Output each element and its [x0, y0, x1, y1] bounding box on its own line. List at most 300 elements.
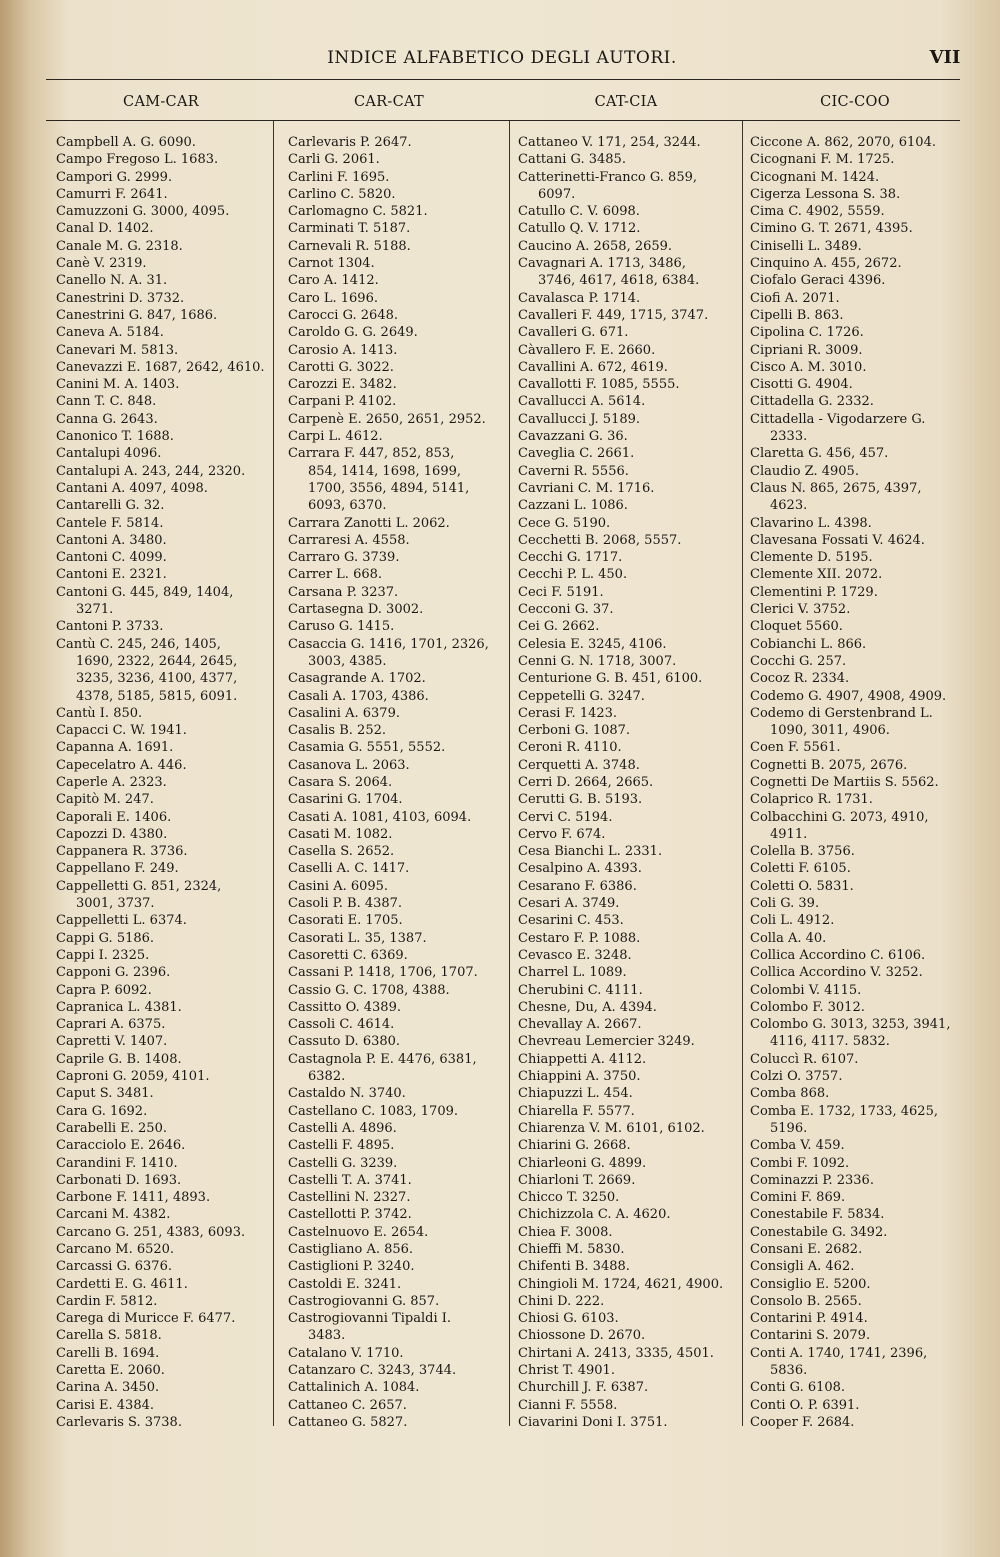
index-entry: Comba V. 459. [750, 1138, 845, 1154]
running-head [0, 48, 1000, 74]
index-entry: Ciavarini Doni I. 3751. [518, 1414, 668, 1430]
index-entry: Cappelletti G. 851, 2324, [56, 878, 222, 894]
index-entry: Cerquetti A. 3748. [518, 757, 640, 773]
index-entry: Castrogiovanni G. 857. [288, 1293, 440, 1309]
index-entry: Cesarano F. 6386. [518, 878, 637, 894]
index-entry: Colombi V. 4115. [750, 982, 862, 998]
index-entry: Conti G. 6108. [750, 1380, 846, 1396]
index-entry: Carnot 1304. [288, 256, 375, 272]
index-entry: Carli G. 2061. [288, 152, 380, 168]
index-entry: Canestrini G. 847, 1686. [56, 307, 218, 323]
index-entry: Cocoz R. 2334. [750, 671, 850, 687]
index-entry: Cardin F. 5812. [56, 1293, 158, 1309]
index-entry: Cassani P. 1418, 1706, 1707. [288, 965, 478, 981]
index-entry: Casanova L. 2063. [288, 757, 410, 773]
column-divider [273, 121, 274, 1426]
index-entry: Cecchi P. L. 450. [518, 567, 628, 583]
index-entry: Carpenè E. 2650, 2651, 2952. [288, 411, 486, 427]
index-entry: Cassoli C. 4614. [288, 1017, 395, 1033]
index-entry: Cartasegna D. 3002. [288, 602, 424, 618]
index-entry: Cecconi G. 37. [518, 602, 614, 618]
index-entry: Cerasi F. 1423. [518, 705, 618, 721]
index-entry: Cipriani R. 3009. [750, 342, 863, 358]
index-entry: Cocchi G. 257. [750, 653, 847, 669]
index-entry: Cavallucci J. 5189. [518, 411, 641, 427]
index-entry: Cima C. 4902, 5559. [750, 204, 885, 220]
index-entry: Colzi O. 3757. [750, 1069, 843, 1085]
index-entry: Caroldo G. G. 2649. [288, 325, 418, 341]
index-entry: Cittadella G. 2332. [750, 394, 874, 410]
index-entry: Casamia G. 5551, 5552. [288, 740, 446, 756]
index-entry: Casella S. 2652. [288, 844, 395, 860]
index-entry: 2333. [770, 429, 808, 445]
index-entry: Carlini F. 1695. [288, 169, 390, 185]
index-entry: Capponi G. 2396. [56, 965, 171, 981]
index-entry: Chiossone D. 2670. [518, 1328, 646, 1344]
index-entry: Cavagnari A. 1713, 3486, [518, 256, 686, 272]
index-entry: Cappelletti L. 6374. [56, 913, 187, 929]
index-entry: Castelnuovo E. 2654. [288, 1224, 429, 1240]
index-entry: Ciccone A. 862, 2070, 6104. [750, 135, 936, 150]
page-number: VII [929, 47, 961, 68]
index-entry: Chirtani A. 2413, 3335, 4501. [518, 1345, 714, 1361]
index-entry: Ciofi A. 2071. [750, 290, 840, 306]
index-entry: Cisco A. M. 3010. [750, 359, 867, 375]
index-entry: Caro L. 1696. [288, 290, 378, 306]
index-entry: Cantalupi 4096. [56, 446, 162, 462]
index-entry: Cittadella - Vigodarzere G. [750, 411, 926, 427]
index-entry: Colaprico R. 1731. [750, 792, 873, 808]
index-entry: Cattani G. 3485. [518, 152, 626, 168]
index-entry: Comba 868. [750, 1086, 830, 1102]
column-head-4: CIC-COO [820, 94, 890, 110]
index-entry: Carcani M. 4382. [56, 1207, 171, 1223]
index-entry: Carcano G. 251, 4383, 6093. [56, 1224, 246, 1240]
index-entry: Carisi E. 4384. [56, 1397, 155, 1413]
index-entry: Casarini G. 1704. [288, 792, 403, 808]
index-entry: Comini F. 869. [750, 1190, 846, 1206]
index-entry: 6382. [308, 1069, 346, 1085]
index-entry: Consiglio E. 5200. [750, 1276, 871, 1292]
index-entry: Cantalupi A. 243, 244, 2320. [56, 463, 246, 479]
index-entry: Carlino C. 5820. [288, 186, 396, 202]
index-entry: Cantoni A. 3480. [56, 532, 167, 548]
index-entry: Carabelli E. 250. [56, 1120, 167, 1136]
index-entry: Cantoni C. 4099. [56, 550, 167, 566]
index-entry: Catalano V. 1710. [288, 1345, 404, 1361]
index-entry: 6093, 6370. [308, 498, 387, 514]
index-entry: Cei G. 2662. [518, 619, 600, 635]
index-entry: Cattaneo V. 171, 254, 3244. [518, 135, 701, 150]
index-entry: Casorati E. 1705. [288, 913, 403, 929]
index-entry: Cavallini A. 672, 4619. [518, 359, 668, 375]
index-entry: Capacci C. W. 1941. [56, 723, 187, 739]
index-entry: Campo Fregoso L. 1683. [56, 152, 219, 168]
index-entry: Chiarenza V. M. 6101, 6102. [518, 1120, 705, 1136]
index-entry: Cianni F. 5558. [518, 1397, 618, 1413]
index-column-1 [56, 134, 270, 1434]
index-entry: Cantoni P. 3733. [56, 619, 164, 635]
index-entry: Casoli P. B. 4387. [288, 896, 403, 912]
column-head-rule [46, 120, 960, 121]
index-entry: Canale M. G. 2318. [56, 238, 183, 254]
index-entry: Cesari A. 3749. [518, 896, 620, 912]
index-entry: Collica Accordino V. 3252. [750, 965, 923, 981]
index-entry: Cantù C. 245, 246, 1405, [56, 636, 221, 652]
index-entry: Carelli B. 1694. [56, 1345, 160, 1361]
index-entry: Casara S. 2064. [288, 774, 393, 790]
index-entry: Camurri F. 2641. [56, 186, 168, 202]
index-entry: Coletti F. 6105. [750, 861, 851, 877]
index-entry: Clemente XII. 2072. [750, 567, 883, 583]
index-entry: Cervo F. 674. [518, 826, 606, 842]
index-entry: Cavalleri G. 671. [518, 325, 629, 341]
column-divider [509, 121, 510, 1426]
index-entry: Carega di Muricce F. 6477. [56, 1311, 236, 1327]
index-entry: Cantani A. 4097, 4098. [56, 480, 208, 496]
index-entry: Capecelatro A. 446. [56, 757, 187, 773]
index-entry: Cappellano F. 249. [56, 861, 179, 877]
index-entry: Carbonati D. 1693. [56, 1172, 182, 1188]
index-entry: 4116, 4117. 5832. [770, 1034, 890, 1050]
index-entry: Castellini N. 2327. [288, 1190, 411, 1206]
index-entry: Caneva A. 5184. [56, 325, 164, 341]
index-column-4 [750, 134, 964, 1434]
index-entry: Chifenti B. 3488. [518, 1259, 630, 1275]
index-entry: Centurione G. B. 451, 6100. [518, 671, 703, 687]
index-entry: Casaccia G. 1416, 1701, 2326, [288, 636, 489, 652]
index-entry: Chini D. 222. [518, 1293, 605, 1309]
index-entry: Chiarini G. 2668. [518, 1138, 631, 1154]
index-entry: Cattalinich A. 1084. [288, 1380, 420, 1396]
index-entry: 854, 1414, 1698, 1699, [308, 463, 461, 479]
index-entry: Cantarelli G. 32. [56, 498, 165, 514]
index-entry: Castelli A. 4896. [288, 1120, 397, 1136]
index-entry: Caverni R. 5556. [518, 463, 629, 479]
index-entry: Catullo C. V. 6098. [518, 204, 640, 220]
index-entry: Conti A. 1740, 1741, 2396, [750, 1345, 928, 1361]
index-entry: Casoretti C. 6369. [288, 947, 408, 963]
index-entry: Cenni G. N. 1718, 3007. [518, 653, 677, 669]
index-entry: Canè V. 2319. [56, 256, 147, 272]
index-entry: Coen F. 5561. [750, 740, 841, 756]
index-entry: Carosio A. 1413. [288, 342, 398, 358]
index-entry: Caprile G. B. 1408. [56, 1051, 182, 1067]
index-entry: Cicognani F. M. 1725. [750, 152, 895, 168]
index-entry: Capretti V. 1407. [56, 1034, 168, 1050]
index-entry: Cantoni G. 445, 849, 1404, [56, 584, 234, 600]
index-entry: Colbacchini G. 2073, 4910, [750, 809, 929, 825]
index-entry: Chiappetti A. 4112. [518, 1051, 647, 1067]
index-entry: Cipelli B. 863. [750, 307, 844, 323]
index-entry: Cantele F. 5814. [56, 515, 164, 531]
index-entry: Catterinetti-Franco G. 859, [518, 169, 698, 185]
index-entry: Conestabile F. 5834. [750, 1207, 885, 1223]
index-entry: Ceci F. 5191. [518, 584, 604, 600]
index-entry: 5836. [770, 1363, 808, 1379]
index-entry: Càvallero F. E. 2660. [518, 342, 656, 358]
index-entry: Carrara Zanotti L. 2062. [288, 515, 450, 531]
index-entry: Canestrini D. 3732. [56, 290, 185, 306]
column-head-1: CAM-CAR [123, 94, 199, 110]
index-entry: Cigerza Lessona S. 38. [750, 186, 901, 202]
index-entry: Capra P. 6092. [56, 982, 152, 998]
index-entry: Castagnola P. E. 4476, 6381, [288, 1051, 477, 1067]
index-entry: Cherubini C. 4111. [518, 982, 643, 998]
index-entry: Contarini S. 2079. [750, 1328, 871, 1344]
index-entry: Casini A. 6095. [288, 878, 389, 894]
index-entry: Cognetti B. 2075, 2676. [750, 757, 908, 773]
index-entry: Combi F. 1092. [750, 1155, 850, 1171]
index-entry: Chiosi G. 6103. [518, 1311, 619, 1327]
index-entry: Carnevali R. 5188. [288, 238, 411, 254]
index-entry: Cavriani C. M. 1716. [518, 480, 655, 496]
index-entry: Consani E. 2682. [750, 1242, 863, 1257]
index-entry: 1090, 3011, 4906. [770, 723, 890, 739]
index-entry: Clementini P. 1729. [750, 584, 878, 600]
index-entry: Cara G. 1692. [56, 1103, 148, 1119]
index-entry: 1700, 3556, 4894, 5141, [308, 480, 470, 496]
index-entry: Colombo G. 3013, 3253, 3941, [750, 1017, 951, 1033]
index-entry: Cassuto D. 6380. [288, 1034, 401, 1050]
index-entry: Castiglioni P. 3240. [288, 1259, 415, 1275]
index-entry: 1690, 2322, 2644, 2645, [76, 653, 238, 669]
index-entry: Chevreau Lemercier 3249. [518, 1034, 695, 1050]
index-entry: Carozzi E. 3482. [288, 377, 397, 393]
index-entry: 3235, 3236, 4100, 4377, [76, 671, 238, 687]
index-entry: Caporali E. 1406. [56, 809, 172, 825]
index-entry: Casati M. 1082. [288, 826, 393, 842]
index-entry: Caucino A. 2658, 2659. [518, 238, 673, 254]
index-entry: Capitò M. 247. [56, 792, 154, 808]
index-entry: Cecchi G. 1717. [518, 550, 623, 566]
column-head-2: CAR-CAT [354, 94, 424, 110]
index-entry: Colombo F. 3012. [750, 999, 865, 1015]
index-entry: Casorati L. 35, 1387. [288, 930, 427, 946]
index-entry: Cervi C. 5194. [518, 809, 613, 825]
index-entry: Contarini P. 4914. [750, 1311, 868, 1327]
index-entry: Claretta G. 456, 457. [750, 446, 889, 462]
index-entry: 3003, 4385. [308, 653, 387, 669]
index-entry: Chesne, Du, A. 4394. [518, 999, 657, 1015]
index-entry: Castelli G. 3239. [288, 1155, 398, 1171]
index-entry: Cattaneo G. 5827. [288, 1414, 408, 1430]
index-entry: 4623. [770, 498, 808, 514]
index-entry: Carminati T. 5187. [288, 221, 411, 237]
index-entry: 3271. [76, 602, 114, 618]
index-entry: Clavesana Fossati V. 4624. [750, 532, 925, 548]
index-entry: Castelli T. A. 3741. [288, 1172, 412, 1188]
index-entry: Carlevaris S. 3738. [56, 1414, 182, 1430]
index-entry: Ciniselli L. 3489. [750, 238, 862, 254]
index-entry: Cattaneo C. 2657. [288, 1397, 407, 1413]
index-column-3 [518, 134, 740, 1434]
index-entry: Charrel L. 1089. [518, 965, 627, 981]
index-entry: Castoldi E. 3241. [288, 1276, 402, 1292]
index-entry: Capranica L. 4381. [56, 999, 182, 1015]
index-entry: Cappanera R. 3736. [56, 844, 188, 860]
index-entry: Clemente D. 5195. [750, 550, 873, 566]
index-entry: Coluccì R. 6107. [750, 1051, 859, 1067]
index-entry: Canal D. 1402. [56, 221, 154, 237]
index-entry: Castrogiovanni Tipaldi I. [288, 1311, 452, 1327]
index-entry: Caretta E. 2060. [56, 1363, 165, 1379]
index-entry: 3746, 4617, 4618, 6384. [538, 273, 700, 289]
index-entry: Carlevaris P. 2647. [288, 135, 412, 150]
index-entry: Cesa Bianchi L. 2331. [518, 844, 663, 860]
index-entry: Catanzaro C. 3243, 3744. [288, 1363, 457, 1379]
index-entry: Cardetti E. G. 4611. [56, 1276, 188, 1292]
index-entry: Cerri D. 2664, 2665. [518, 774, 654, 790]
index-entry: Canevari M. 5813. [56, 342, 179, 358]
index-entry: Carcassi G. 6376. [56, 1259, 172, 1275]
index-entry: Cappi G. 5186. [56, 930, 155, 946]
index-entry: Cipolina C. 1726. [750, 325, 864, 341]
index-entry: Cesalpino A. 4393. [518, 861, 642, 877]
index-entry: Clerici V. 3752. [750, 602, 851, 618]
index-entry: Cazzani L. 1086. [518, 498, 628, 514]
index-entry: 6097. [538, 186, 576, 202]
index-entry: Carotti G. 3022. [288, 359, 394, 375]
index-entry: Caput S. 3481. [56, 1086, 154, 1102]
index-entry: Carrara F. 447, 852, 853, [288, 446, 455, 462]
index-entry: 3483. [308, 1328, 346, 1344]
index-entry: Caracciolo E. 2646. [56, 1138, 186, 1154]
index-entry: Ceroni R. 4110. [518, 740, 622, 756]
index-entry: Campori G. 2999. [56, 169, 173, 185]
index-entry: Cicognani M. 1424. [750, 169, 880, 185]
index-entry: Caproni G. 2059, 4101. [56, 1069, 210, 1085]
index-entry: Cominazzi P. 2336. [750, 1172, 874, 1188]
index-entry: Cooper F. 2684. [750, 1414, 855, 1430]
page-title: INDICE ALFABETICO DEGLI AUTORI. [327, 48, 677, 68]
index-entry: Conestabile G. 3492. [750, 1224, 888, 1240]
index-entry: Casalis B. 252. [288, 723, 387, 739]
index-entry: Cavalasca P. 1714. [518, 290, 641, 306]
index-entry: Chicco T. 3250. [518, 1190, 620, 1206]
index-entry: Carsana P. 3237. [288, 584, 399, 600]
index-entry: Chiarleoni G. 4899. [518, 1155, 647, 1171]
index-entry: Chevallay A. 2667. [518, 1017, 642, 1033]
column-head-3: CAT-CIA [594, 94, 658, 110]
index-entry: Cevasco E. 3248. [518, 947, 632, 963]
index-entry: Cinquino A. 455, 2672. [750, 256, 902, 272]
index-entry: Cassio G. C. 1708, 4388. [288, 982, 450, 998]
index-entry: Carraresi A. 4558. [288, 532, 410, 548]
header-rule [46, 79, 960, 80]
index-entry: Coli G. 39. [750, 896, 820, 912]
index-entry: Carraro G. 3739. [288, 550, 400, 566]
index-entry: Clavarino L. 4398. [750, 515, 872, 531]
index-entry: Castellano C. 1083, 1709. [288, 1103, 458, 1119]
index-entry: Carpani P. 4102. [288, 394, 397, 410]
index-entry: Cece G. 5190. [518, 515, 611, 531]
index-entry: Canevazzi E. 1687, 2642, 4610. [56, 359, 265, 375]
index-entry: Cantù I. 850. [56, 705, 143, 721]
index-entry: Carcano M. 6520. [56, 1242, 175, 1257]
index-entry: Cavallotti F. 1085, 5555. [518, 377, 680, 393]
index-column-2 [288, 134, 506, 1434]
index-entry: Claudio Z. 4905. [750, 463, 859, 479]
index-entry: Carrer L. 668. [288, 567, 383, 583]
index-entry: Canello N. A. 31. [56, 273, 168, 289]
index-entry: Codemo G. 4907, 4908, 4909. [750, 688, 947, 704]
index-entry: Chiarloni T. 2669. [518, 1172, 636, 1188]
index-entry: Canna G. 2643. [56, 411, 158, 427]
index-entry: Conti O. P. 6391. [750, 1397, 860, 1413]
index-entry: Chiea F. 3008. [518, 1224, 613, 1240]
index-entry: Capanna A. 1691. [56, 740, 174, 756]
index-entry: Cassitto O. 4389. [288, 999, 401, 1015]
index-entry: Campbell A. G. 6090. [56, 135, 196, 150]
index-entry: Capozzi D. 4380. [56, 826, 168, 842]
index-entry: Cimino G. T. 2671, 4395. [750, 221, 913, 237]
index-entry: Caperle A. 2323. [56, 774, 167, 790]
index-entry: Catullo Q. V. 1712. [518, 221, 641, 237]
index-entry: Cobianchi L. 866. [750, 636, 867, 652]
index-entry: Castelli F. 4895. [288, 1138, 395, 1154]
index-entry: Cantoni E. 2321. [56, 567, 167, 583]
index-entry: Colella B. 3756. [750, 844, 855, 860]
index-entry: Comba E. 1732, 1733, 4625, [750, 1103, 938, 1119]
index-entry: Carbone F. 1411, 4893. [56, 1190, 211, 1206]
index-entry: Caruso G. 1415. [288, 619, 395, 635]
index-entry: 5196. [770, 1120, 808, 1136]
index-entry: Casalini A. 6379. [288, 705, 400, 721]
index-entry: Collica Accordino C. 6106. [750, 947, 926, 963]
index-entry: Chiapuzzi L. 454. [518, 1086, 633, 1102]
index-entry: Cerutti G. B. 5193. [518, 792, 643, 808]
index-entry: Caselli A. C. 1417. [288, 861, 410, 877]
index-entry: Carandini F. 1410. [56, 1155, 178, 1171]
index-entry: Canini M. A. 1403. [56, 377, 180, 393]
index-entry: Cann T. C. 848. [56, 394, 157, 410]
index-entry: Camuzzoni G. 3000, 4095. [56, 204, 230, 220]
index-entry: Consigli A. 462. [750, 1259, 855, 1275]
index-entry: Codemo di Gerstenbrand L. [750, 705, 933, 721]
index-entry: Christ T. 4901. [518, 1363, 615, 1379]
index-entry: Colla A. 40. [750, 930, 827, 946]
index-entry: Cavalleri F. 449, 1715, 3747. [518, 307, 709, 323]
index-entry: Castigliano A. 856. [288, 1242, 414, 1257]
index-entry: Chingioli M. 1724, 4621, 4900. [518, 1276, 724, 1292]
column-divider [742, 121, 743, 1426]
index-entry: 4911. [770, 826, 808, 842]
index-entry: Consolo B. 2565. [750, 1293, 862, 1309]
index-entry: Churchill J. F. 6387. [518, 1380, 649, 1396]
index-entry: Caro A. 1412. [288, 273, 379, 289]
index-entry: Carocci G. 2648. [288, 307, 398, 323]
index-entry: Cerboni G. 1087. [518, 723, 631, 739]
index-entry: Cognetti De Martiis S. 5562. [750, 774, 939, 790]
index-entry: 3001, 3737. [76, 896, 155, 912]
index-entry: Cavallucci A. 5614. [518, 394, 646, 410]
index-entry: Cloquet 5560. [750, 619, 843, 635]
index-entry: Caprari A. 6375. [56, 1017, 166, 1033]
index-entry: Chiarella F. 5577. [518, 1103, 635, 1119]
index-entry: Chieffi M. 5830. [518, 1242, 625, 1257]
index-entry: Celesia E. 3245, 4106. [518, 636, 667, 652]
index-entry: Coli L. 4912. [750, 913, 835, 929]
index-entry: Carpi L. 4612. [288, 429, 383, 445]
index-entry: Casagrande A. 1702. [288, 671, 426, 687]
index-entry: Claus N. 865, 2675, 4397, [750, 480, 922, 496]
index-entry: Carella S. 5818. [56, 1328, 162, 1344]
index-entry: Cappi I. 2325. [56, 947, 150, 963]
index-entry: Carina A. 3450. [56, 1380, 160, 1396]
index-entry: Chichizzola C. A. 4620. [518, 1207, 671, 1223]
index-entry: Ceppetelli G. 3247. [518, 688, 645, 704]
